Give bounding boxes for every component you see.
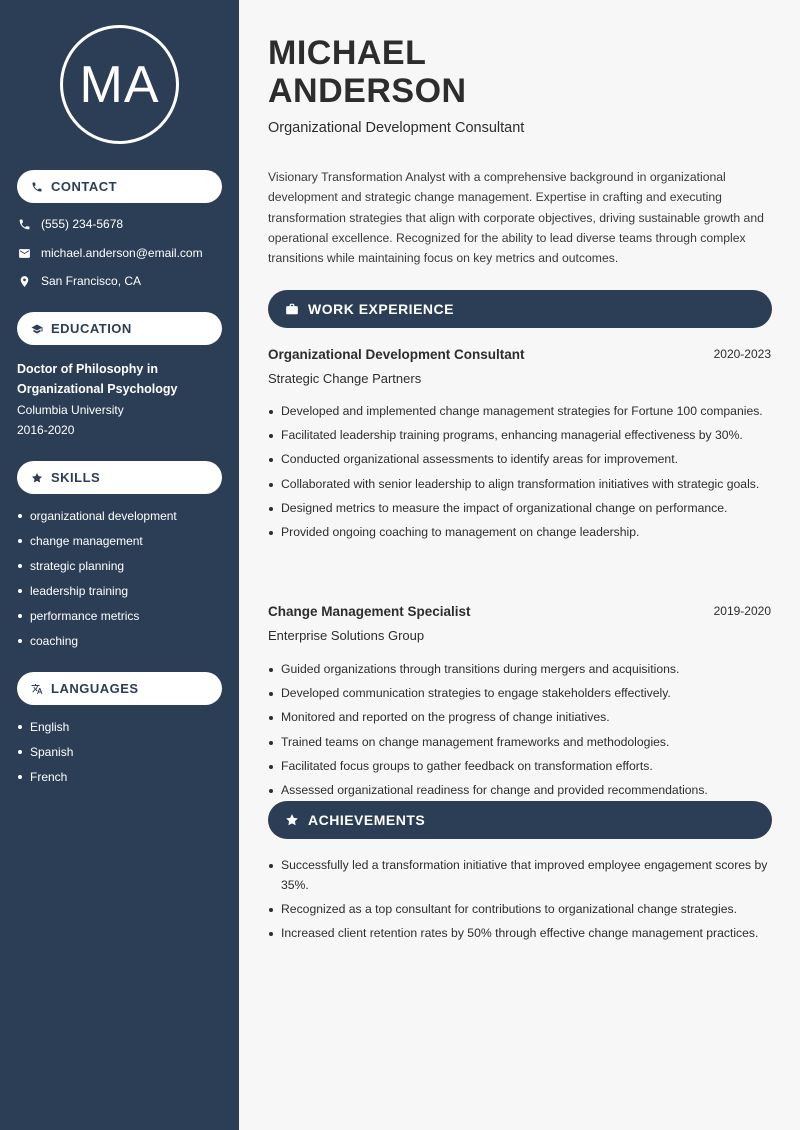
star-icon [31, 472, 43, 484]
initials-text: MA [79, 55, 160, 114]
email-text: michael.anderson@email.com [41, 246, 203, 260]
job-title-header: Organizational Development Consultant [268, 120, 525, 136]
achievements-heading-label: ACHIEVEMENTS [308, 812, 426, 828]
skill-item: strategic planning [17, 559, 177, 584]
initials-avatar [60, 25, 179, 144]
translate-icon [31, 683, 43, 695]
job-bullet: Designed metrics to measure the impact of organizational change on performance. [268, 499, 772, 519]
achievement-item: Recognized as a top consultant for contributions to organizational change strategies. [268, 900, 772, 920]
education-school: Columbia University [17, 403, 124, 417]
job-1-bullets [268, 402, 772, 547]
achievement-item: Increased client retention rates by 50% through effective change management practices. [268, 924, 772, 944]
full-name [268, 34, 467, 110]
envelope-icon [17, 246, 31, 260]
profile-summary: Visionary Transformation Analyst with a comprehensive background in organizational development and strategic change management. Expertise in crafting and executing transformation strategies that align with corporate objectives, driving sustainable growth and operational excellence. Recognized for the ability to lead diverse teams through complex transitions while maintaining focus on key metrics and outcomes. [268, 170, 764, 266]
contact-phone [17, 217, 123, 231]
star-icon [285, 813, 299, 827]
achievements-list [268, 856, 772, 948]
job-bullet: Assessed organizational readiness for change and provided recommendations. [268, 781, 772, 801]
job-bullet: Developed communication strategies to engage stakeholders effectively. [268, 684, 772, 704]
map-pin-icon [17, 274, 31, 288]
phone-icon [17, 217, 31, 231]
job-bullet: Guided organizations through transitions during mergers and acquisitions. [268, 660, 772, 680]
education-years: 2016-2020 [17, 423, 75, 437]
language-item: Spanish [17, 745, 73, 770]
skill-item: change management [17, 534, 177, 559]
contact-email [17, 246, 203, 260]
language-item: English [17, 720, 73, 745]
phone-text: (555) 234-5678 [41, 217, 124, 231]
job-bullet: Provided ongoing coaching to management on change leadership. [268, 523, 772, 543]
job-1-company: Strategic Change Partners [268, 371, 422, 386]
last-name: ANDERSON [268, 72, 467, 110]
briefcase-icon [285, 302, 299, 316]
job-bullet: Monitored and reported on the progress of change initiatives. [268, 708, 772, 728]
languages-heading-label: LANGUAGES [51, 681, 139, 696]
skills-list [17, 509, 177, 659]
skills-heading-label: SKILLS [51, 470, 101, 485]
job-bullet: Collaborated with senior leadership to align transformation initiatives with strategic goals. [268, 475, 772, 495]
first-name: MICHAEL [268, 34, 427, 72]
education-heading-label: EDUCATION [51, 321, 132, 336]
job-bullet: Conducted organizational assessments to identify areas for improvement. [268, 450, 772, 470]
phone-icon [31, 181, 43, 193]
job-1-title: Organizational Development Consultant [268, 347, 525, 362]
achievement-item: Successfully led a transformation initiative that improved employee engagement scores by 35%. [268, 856, 772, 895]
job-bullet: Trained teams on change management frameworks and methodologies. [268, 733, 772, 753]
language-item: French [17, 770, 73, 795]
sidebar [0, 0, 239, 1130]
job-bullet: Developed and implemented change management strategies for Fortune 100 companies. [268, 402, 772, 422]
achievements-heading [268, 801, 772, 839]
job-2-dates: 2019-2020 [713, 604, 771, 618]
skill-item: performance metrics [17, 609, 177, 634]
graduation-cap-icon [31, 323, 43, 335]
location-text: San Francisco, CA [41, 274, 142, 288]
job-bullet: Facilitated leadership training programs, enhancing managerial effectiveness by 30%. [268, 426, 772, 446]
contact-heading-label: CONTACT [51, 179, 118, 194]
skill-item: organizational development [17, 509, 177, 534]
job-2-bullets [268, 660, 772, 805]
education-degree: Doctor of Philosophy in Organizational Psychology [17, 362, 178, 396]
education-heading [17, 312, 222, 345]
skills-heading [17, 461, 222, 494]
languages-heading [17, 672, 222, 705]
languages-list [17, 720, 73, 795]
job-2-title: Change Management Specialist [268, 604, 471, 619]
work-experience-heading [268, 290, 772, 328]
skill-item: coaching [17, 634, 177, 659]
contact-heading [17, 170, 222, 203]
job-bullet: Facilitated focus groups to gather feedback on transformation efforts. [268, 757, 772, 777]
skill-item: leadership training [17, 584, 177, 609]
work-experience-heading-label: WORK EXPERIENCE [308, 301, 454, 317]
contact-location [17, 274, 141, 288]
job-2-company: Enterprise Solutions Group [268, 628, 425, 643]
job-1-dates: 2020-2023 [713, 347, 771, 361]
